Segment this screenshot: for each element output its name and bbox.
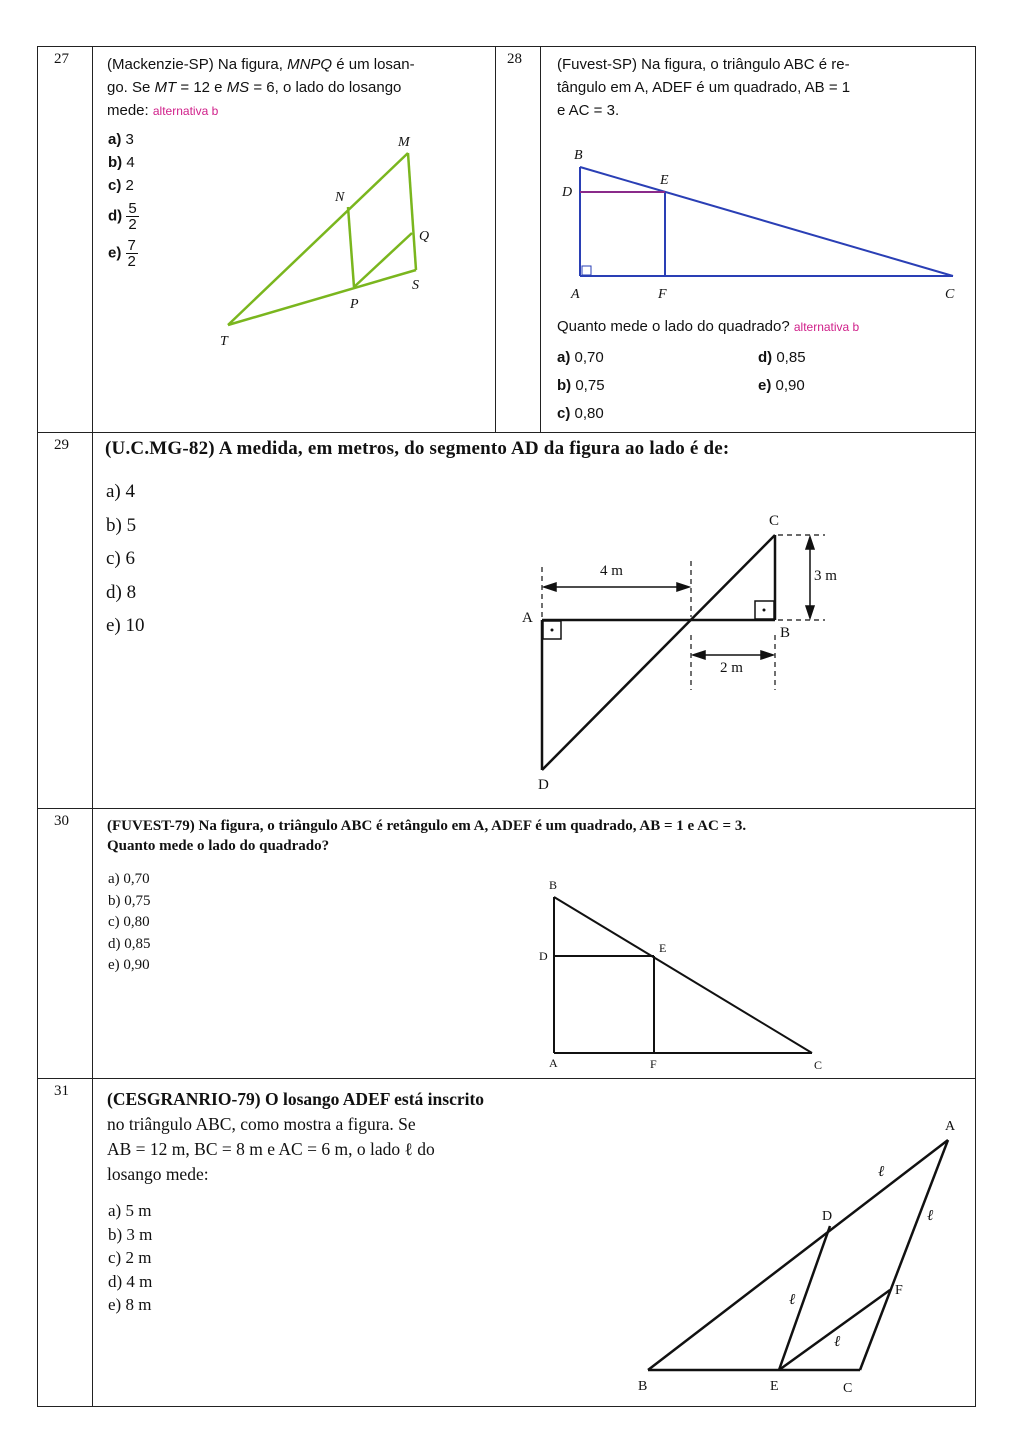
q28-statement [557, 53, 850, 122]
q28-figure [555, 145, 975, 310]
vertex-label-A: A [571, 287, 580, 302]
vertex-label-B: B [638, 1379, 648, 1394]
fraction: $\frac{7}{2}$ [127, 237, 136, 270]
number-column-divider [92, 46, 93, 1407]
q27-statement [107, 53, 415, 123]
option: c) 2 [108, 177, 134, 194]
vertex-label-E: E [660, 173, 669, 188]
q31-statement [107, 1087, 587, 1187]
option: e) $\frac{7}{2}$ [108, 237, 136, 270]
row-divider [37, 808, 976, 809]
q27-text: MT [154, 79, 177, 96]
option: e) 0,90 [758, 377, 805, 394]
q29-options [106, 475, 145, 643]
vertex-label-A: A [549, 1056, 558, 1070]
row-divider [37, 432, 976, 433]
option: e) 10 [106, 615, 145, 636]
q27-figure [200, 125, 460, 355]
vertex-label-T: T [220, 334, 228, 349]
q31-figure [630, 1110, 975, 1400]
vertex-label-N: N [335, 190, 345, 205]
question-number: 27 [54, 51, 69, 67]
vertex-label-C: C [814, 1058, 823, 1072]
option: b) 3 m [108, 1224, 153, 1244]
side-label-l: ℓ [878, 1164, 885, 1180]
answer-note: alternativa b [793, 320, 860, 334]
vertex-label-B: B [574, 148, 583, 163]
option: b) 0,75 [108, 892, 151, 909]
table-border-bottom [37, 1406, 976, 1407]
option: b) 0,75 [557, 377, 605, 394]
vertex-label-D: D [822, 1209, 833, 1224]
q30-options [108, 869, 151, 977]
table-border-right [975, 46, 976, 1407]
q28-question-text: Quanto mede o lado do quadrado? [557, 318, 790, 335]
vertex-label-M: M [398, 135, 410, 150]
question-number: 29 [54, 437, 69, 453]
option: d) $\frac{5}{2}$ [108, 200, 137, 233]
table-border-top [37, 46, 976, 47]
vertex-label-A: A [522, 610, 533, 626]
option: c) 0,80 [557, 405, 604, 422]
q31-options [108, 1199, 152, 1317]
option: c) 6 [106, 548, 136, 569]
vertex-label-E: E [770, 1379, 779, 1394]
option: d) 0,85 [758, 349, 806, 366]
vertex-label-C: C [769, 513, 780, 529]
row-divider [37, 1078, 976, 1079]
fraction: $\frac{5}{2}$ [128, 200, 137, 233]
q29-figure [510, 505, 870, 795]
option: b) 4 [108, 154, 135, 171]
vertex-label-B: B [780, 625, 791, 641]
option: a) 0,70 [108, 871, 150, 887]
vertex-label-P: P [350, 297, 359, 312]
question-number: 30 [54, 813, 69, 829]
vertex-label-E: E [659, 941, 667, 955]
q28-options-right [758, 344, 806, 400]
vertex-label-F: F [895, 1283, 903, 1298]
vertex-label-D: D [562, 185, 573, 200]
option: c) 2 m [108, 1248, 152, 1267]
q31-text: AB = 12 m, BC = 8 m e AC = 6 m, o lado ℓ do [107, 1139, 435, 1159]
vertex-label-C: C [843, 1381, 853, 1396]
answer-note: alternativa b [152, 104, 219, 118]
vertex-label-C: C [945, 287, 955, 302]
option: a) 0,70 [557, 349, 604, 366]
option: e) 8 m [108, 1295, 152, 1314]
q27-source: (Mackenzie-SP) [107, 56, 214, 73]
q28-text: tângulo em A, ADEF é um quadrado, AB = 1 [557, 79, 851, 96]
option: a) 4 [106, 481, 136, 502]
q28-number-divider [540, 46, 541, 433]
q30-figure [530, 875, 840, 1075]
question-number: 31 [54, 1083, 69, 1099]
dimension-label-right: 3 m [814, 568, 837, 584]
side-label-l: ℓ [927, 1208, 934, 1224]
question-number: 28 [507, 51, 522, 67]
vertex-label-B: B [549, 878, 558, 892]
q27-right-divider [495, 46, 496, 433]
q29-statement: (U.C.MG-82) A medida, em metros, do segmento AD da figura ao lado é de: [105, 438, 730, 459]
q27-text: mede: [107, 102, 149, 119]
option: b) 5 [106, 514, 137, 536]
side-label-l: ℓ [834, 1334, 841, 1350]
q28-options [557, 344, 605, 428]
q27-text: Na figura, [213, 56, 288, 73]
q27-text: = 6, o lado do losango [249, 79, 402, 96]
vertex-label-F: F [650, 1057, 657, 1071]
q28-question [557, 318, 859, 335]
option: d) 8 [106, 581, 137, 603]
dimension-label-bottom: 2 m [720, 660, 743, 676]
q30-statement [107, 816, 746, 856]
q30-text: Quanto mede o lado do quadrado? [107, 838, 330, 854]
q27-text: é um losan- [332, 56, 415, 73]
vertex-label-Q: Q [419, 229, 430, 244]
side-label-l: ℓ [789, 1292, 796, 1308]
q27-text: MNPQ [287, 56, 333, 73]
dimension-label-top: 4 m [600, 563, 623, 579]
vertex-label-D: D [538, 777, 549, 793]
option: d) 4 m [108, 1271, 153, 1291]
option: a) 3 [108, 131, 134, 148]
q28-text: (Fuvest-SP) Na figura, o triângulo ABC é re- [557, 56, 850, 73]
q27-text: MS [226, 79, 250, 96]
option: d) 0,85 [108, 935, 151, 952]
q28-text: e AC = 3. [557, 102, 620, 119]
table-border-left [37, 46, 38, 1407]
vertex-label-S: S [412, 278, 419, 293]
q31-text: (CESGRANRIO-79) O losango ADEF está inscrito [107, 1089, 485, 1109]
q30-text: (FUVEST-79) Na figura, o triângulo ABC é retângulo em A, ADEF é um quadrado, AB = 1 e AC = 3. [107, 818, 747, 834]
vertex-label-F: F [658, 287, 667, 302]
vertex-label-A: A [945, 1119, 956, 1134]
q27-text: go. Se [107, 79, 155, 96]
q27-text: = 12 e [176, 79, 227, 96]
q27-options [108, 128, 139, 269]
q31-text: losango mede: [107, 1164, 209, 1184]
option: e) 0,90 [108, 957, 150, 973]
vertex-label-D: D [539, 949, 548, 963]
option: c) 0,80 [108, 914, 150, 930]
option: a) 5 m [108, 1201, 152, 1220]
q31-text: no triângulo ABC, como mostra a figura. Se [107, 1114, 416, 1134]
